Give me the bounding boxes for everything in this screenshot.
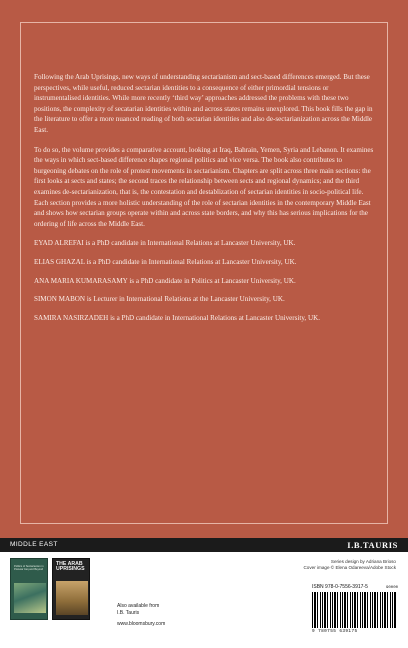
related-book-1-image [14,583,46,613]
related-book-2-title: THE ARAB UPRISINGS [56,561,85,573]
author-bio-ghazal: ELIAS GHAZAL is a PhD candidate in International Relations at Lancaster University, UK. [34,257,297,266]
series-bar [0,538,408,552]
also-available-line-2: I.B. Tauris [117,609,140,616]
related-book-cover-1 [10,558,48,620]
barcode-digits: 9 780755 639175 [312,629,358,634]
publisher-logo: I.B.TAURIS [347,540,398,550]
related-book-2-image [56,581,88,615]
blurb-paragraph-1: Following the Arab Uprisings, new ways of understanding sectarianism and sect-based differences emerged. But these perspectives, while useful, reduced sectarian identities to a consequence of either primordial tensions or instrumentalised identities. While more recently ‘third way’ approaches addressed the problems with these two positions, the complexity of secatarian identities within and across states remains unexplored. This book fills the gap in the literature to offer a more nuanced reading of both sectarian identities and also de-sectarianization across the Middle East. [34,73,373,134]
isbn-text: ISBN 978-0-7556-3917-5 [312,584,368,590]
publisher-website: www.bloomsbury.com [117,621,166,627]
series-design-credit: Series design by Adriana Brioso [330,559,396,564]
cover-text-block [34,72,374,331]
price-code: 90000 [386,586,399,590]
design-credits [303,559,396,571]
blurb-paragraph-2: To do so, the volume provides a comparative account, looking at Iraq, Bahrain, Yemen, Syria and Lebanon. It examines the ways in which sect-based difference shapes regional politics and vice versa. The book also contributes to burgeoning debates on the role of protest movements in sectarianism. Chapters are split across three main sections: the first looks at sects and states; the second traces the relationship between sects and regional dynamics; and the third examines de-sectarianization, that is, the contestation and destablization of sectarian identities in socio-political life. Each section provides a more holistic understanding of the role of sectarian identities in the contemporary Middle East and shows how sectarian groups operate within and across state borders, and why this has serious implications for the ordering of life across the Middle East. [34,145,374,228]
barcode-graphic [312,592,396,628]
author-bio-kumarasamy: ANA MARIA KUMARASAMY is a PhD candidate in Politics at Lancaster University, UK. [34,276,296,285]
series-label: MIDDLE EAST [10,541,58,548]
cover-image-credit: Cover image © Elena Odareeva/Adobe Stock [303,565,396,571]
related-book-1-title: Politics of Sectarianism in Postwar Iraq and Beyond [14,565,44,572]
also-available-text [117,603,159,616]
author-bio-alrefai: EYAD ALREFAI is a PhD candidate in International Relations at Lancaster University, UK. [34,239,296,248]
related-book-cover-2 [52,558,90,620]
author-bio-mabon: SIMON MABON is Lecturer in International Relations at the Lancaster University, UK. [34,295,285,304]
back-cover-footer [0,538,408,648]
author-bio-nasirzadeh: SAMIRA NASIRZADEH is a PhD candidate in International Relations at Lancaster University, UK. [34,313,320,322]
also-available-line-1: Also available from [117,603,160,609]
